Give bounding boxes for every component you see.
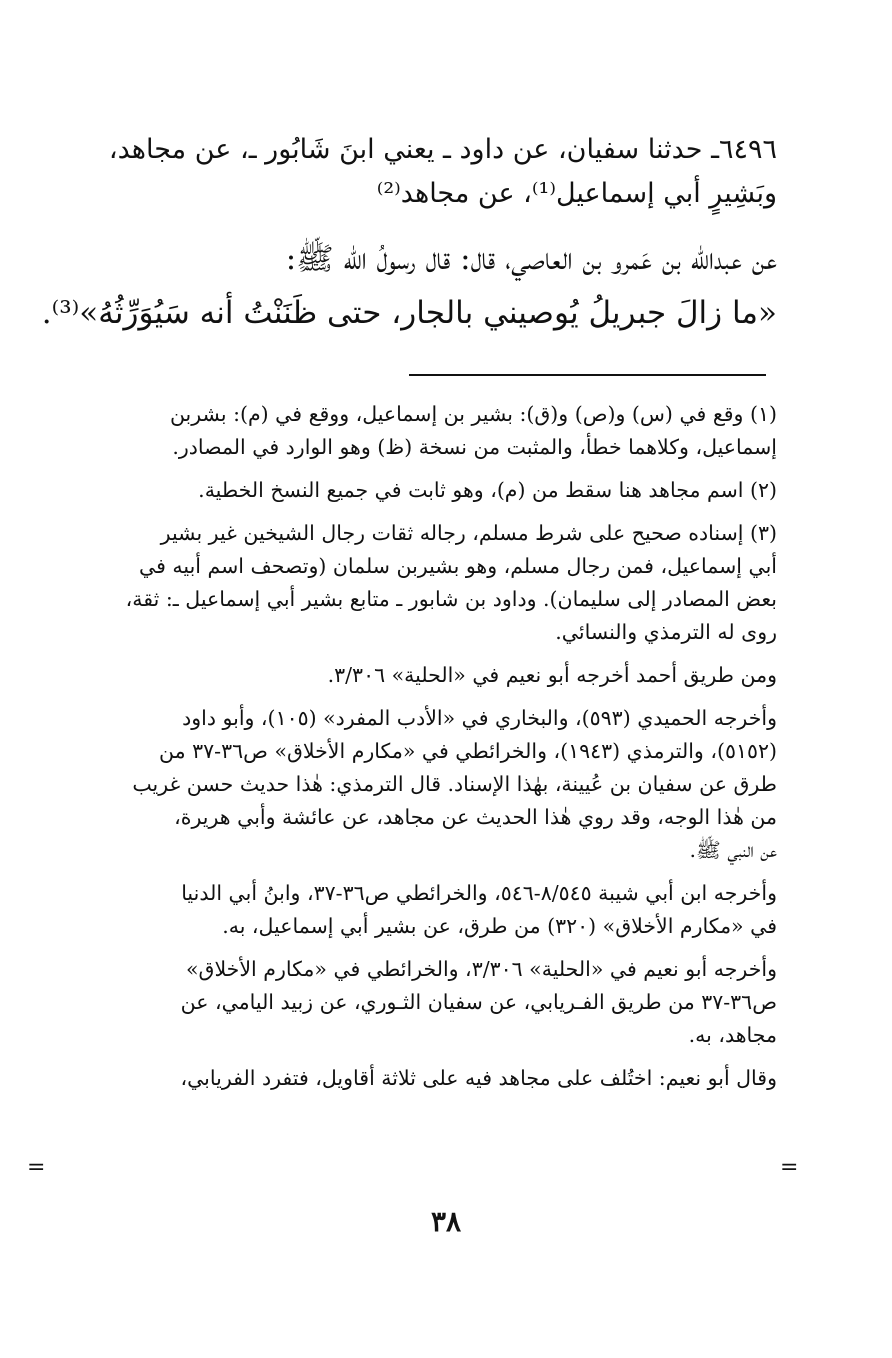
footnote-line: وأخرجه أبو نعيم في «الحلية» ٣/٣٠٦، والخرائطي في «مكارم الأخلاق» [186,957,777,981]
footnote-line: (١) وقع في (س) و(ص) و(ق): بشير بن إسماعيل، ووقع في (م): بشربن [169,402,777,426]
continuation-mark: = [27,1155,46,1180]
footnote-paragraph [72,1062,777,1095]
footnote-line: (٥١٥٢)، والترمذي (١٩٤٣)، والخرائطي في «مكارم الأخلاق» ص٣٦-٣٧ من [159,739,777,763]
isnad-line: ٦٤٩٦ـ حدثنا سفيان، عن داود ـ يعني ابنَ شَابُور ـ، عن مجاهد، [108,134,777,165]
footnote-line: وأخرجه ابن أبي شيبة ٨/٥٤٥-٥٤٦، والخرائطي ص٣٦-٣٧، وابنُ أبي الدنيا [181,881,777,905]
footnote-line: من هٰذا الوجه، وقد روي هٰذا الحديث عن مجاهد، عن عائشة وأبي هريرة، [174,805,777,829]
footnote-1 [72,398,777,464]
matn-line: عن عبدالله بن عَمرو بن العاصي، قال: قال رسولُ الله ﷺ: [285,241,777,277]
footnotes [72,398,777,1095]
page-number: ٣٨ [430,1205,462,1238]
footnote-line: في «مكارم الأخلاق» (٣٢٠) من طرق، عن بشير أبي إسماعيل، به. [222,914,777,938]
continuation-mark: = [780,1155,799,1180]
hadith-matn [41,232,777,340]
footnote-line: عن النبي ﷺ. [689,838,777,862]
footnote-line: طرق عن سفيان بن عُيينة، بهٰذا الإسناد. قال الترمذي: هٰذا حديث حسن غريب [132,772,777,796]
footnote-line: وقال أبو نعيم: اختُلف على مجاهد فيه على ثلاثة أقاويل، فتفرد الفريابي، [180,1066,777,1090]
footnote-line: إسماعيل، وكلاهما خطأ، والمثبت من نسخة (ظ) وهو الوارد في المصادر. [172,435,777,459]
footnote-3 [72,517,777,649]
footnote-line: مجاهد، به. [688,1023,777,1047]
footnote-line: ومن طريق أحمد أخرجه أبو نعيم في «الحلية» ٣/٣٠٦. [327,663,777,687]
footnote-separator [409,374,766,376]
footnote-paragraph [72,702,777,867]
footnote-paragraph [72,659,777,692]
footnote-2 [72,474,777,507]
footnote-line: روى له الترمذي والنسائي. [555,620,777,644]
footnote-line: وأخرجه الحميدي (٥٩٣)، والبخاري في «الأدب المفرد» (١٠٥)، وأبو داود [182,706,777,730]
footnote-line: أبي إسماعيل، فمن رجال مسلم، وهو بشيربن سلمان (وتصحف اسم أبيه في [138,554,777,578]
footnote-line: (٣) إسناده صحيح على شرط مسلم، رجاله ثقات رجال الشيخين غير بشير [160,521,777,545]
isnad-line: وبَشِيرٍ أبي إسماعيل⁽¹⁾، عن مجاهد⁽²⁾ [376,178,777,209]
footnote-line: (٢) اسم مجاهد هنا سقط من (م)، وهو ثابت في جميع النسخ الخطية. [198,478,777,502]
footnote-paragraph [72,953,777,1052]
matn-line: «ما زالَ جبريلُ يُوصيني بالجار، حتى ظَنَنْتُ أنه سَيُوَرِّثُهُ»⁽³⁾. [41,295,777,331]
footnote-paragraph [72,877,777,943]
footnote-line: ص٣٦-٣٧ من طريق الفـريابي، عن سفيان الثـوري، عن زبيد اليامي، عن [180,990,777,1014]
hadith-isnad [108,128,777,216]
footnote-line: بعض المصادر إلى سليمان). وداود بن شابور ـ متابع بشير أبي إسماعيل ـ: ثقة، [125,587,777,611]
